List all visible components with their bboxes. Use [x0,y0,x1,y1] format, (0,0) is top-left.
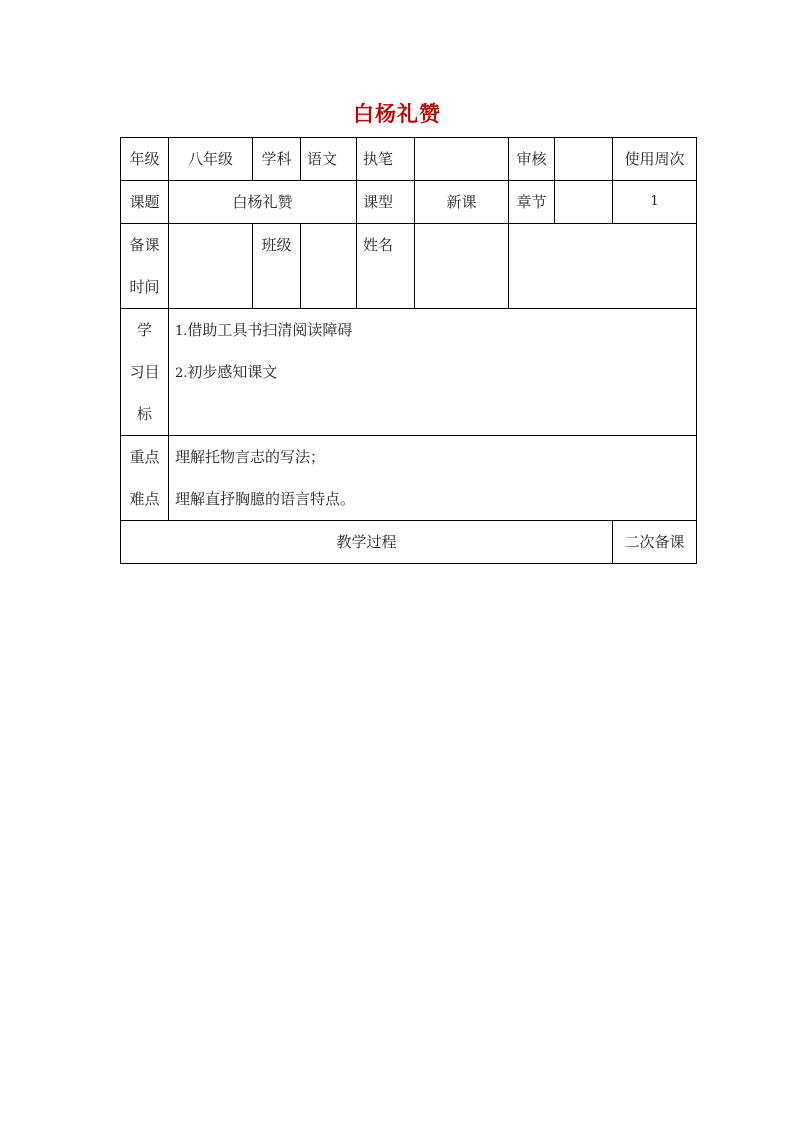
subject-value: 语文 [301,138,357,181]
keypoints-content [169,436,697,521]
name-value [415,224,509,309]
name-label: 姓名 [357,224,415,309]
key-point-text: 理解托物言志的写法； [175,448,326,466]
table-row-process [121,521,697,564]
author-label: 执笔 [357,138,415,181]
second-prep-header: 二次备课 [613,521,697,564]
review-value [555,138,613,181]
goal-item: 1.借助工具书扫清阅读障碍 [175,321,353,339]
table-row-grade [121,138,697,181]
table-row-goals [121,309,697,436]
goals-content [169,309,697,436]
topic-value: 白杨礼赞 [169,181,357,224]
goal-item: 2.初步感知课文 [175,363,278,381]
week-label: 使用周次 [613,138,697,181]
class-label: 班级 [253,224,301,309]
lesson-plan-table [120,137,697,564]
prep-time-value [169,224,253,309]
document-title: 白杨礼赞 [353,101,441,126]
author-value [415,138,509,181]
topic-label: 课题 [121,181,169,224]
type-value: 新课 [415,181,509,224]
type-label: 课型 [357,181,415,224]
grade-label: 年级 [121,138,169,181]
review-label: 审核 [509,138,555,181]
class-value [301,224,357,309]
table-row-keypoints [121,436,697,521]
chapter-value [555,181,613,224]
goals-label: 学 习目 标 [121,309,169,436]
week-value: 1 [613,181,697,224]
keypoints-label: 重点 难点 [121,436,169,521]
prep-time-label: 备课 时间 [121,224,169,309]
table-row-topic [121,181,697,224]
difficult-point-text: 理解直抒胸臆的语言特点。 [175,490,356,508]
prep-extra-cell [509,224,697,309]
chapter-label: 章节 [509,181,555,224]
teaching-process-header: 教学过程 [121,521,613,564]
table-row-prep [121,224,697,309]
grade-value: 八年级 [169,138,253,181]
subject-label: 学科 [253,138,301,181]
